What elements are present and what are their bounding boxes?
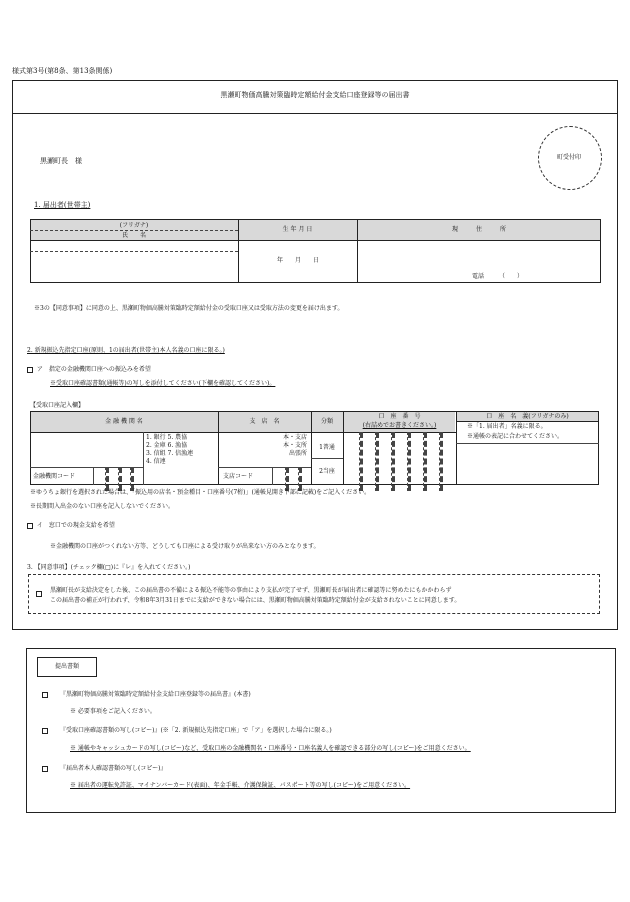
option-b[interactable] bbox=[27, 522, 115, 530]
birth-label: 生 年 月 日 bbox=[282, 226, 313, 233]
stamp-label: 町受付印 bbox=[556, 154, 581, 161]
dormant-note: ※長期間入出金のない口座を記入しないでください。 bbox=[30, 503, 175, 510]
doc1-note: ※ 必要事項をご記入ください。 bbox=[70, 708, 156, 715]
bank-code-cell4 bbox=[130, 467, 134, 491]
acct-cell4 bbox=[407, 432, 411, 491]
section2-heading: 2. 新規振込先指定口座(原則、1の届出者(世帯主)本人名義の口座に限る。) bbox=[27, 347, 225, 354]
consent-text-2: この届出書の補正が行われず、令和8年3月31日までに支給ができない場合には、黒瀬町物価高騰対策臨時定額給付金が支給されないことに同意します。 bbox=[50, 597, 461, 604]
doc2-checkbox[interactable] bbox=[42, 728, 48, 734]
doc1-title: 『黒瀬町物価高騰対策臨時定額給付金支給口座登録等の届出書』(本書) bbox=[60, 691, 251, 698]
bank-code-line bbox=[30, 467, 143, 468]
account-type-2: 2当座 bbox=[319, 468, 335, 475]
holder-header-line bbox=[456, 421, 599, 422]
bank-type-4: 4. 信連 bbox=[146, 458, 166, 465]
branch-type-3: 出張所 bbox=[288, 450, 307, 457]
documents-heading: 提出書類 bbox=[54, 663, 79, 670]
account-table-caption: 【受取口座記入欄】 bbox=[30, 402, 85, 409]
addressee: 黒瀬町長 様 bbox=[40, 157, 82, 165]
col-number-sub: (右詰めでお書きください。) bbox=[362, 422, 437, 429]
acct-cell1 bbox=[359, 432, 363, 491]
col-type: 分類 bbox=[320, 418, 333, 425]
doc1-checkbox[interactable] bbox=[42, 692, 48, 698]
col-holder: 口 座 名 義(フリガナのみ) bbox=[486, 413, 569, 420]
name-label: 氏 名 bbox=[121, 232, 146, 239]
form-number: 様式第3号(第8条、第13条関係) bbox=[12, 67, 113, 75]
col-branch: 支 店 名 bbox=[249, 418, 280, 425]
bank-code-cell3 bbox=[118, 467, 122, 491]
bank-code-cell2 bbox=[105, 467, 109, 491]
doc3-checkbox[interactable] bbox=[42, 766, 48, 772]
bank-code-cell5 bbox=[143, 467, 144, 485]
option-a-note: ※受取口座確認書類(通帳等)の写しを添付してください(下欄を確認してください)。 bbox=[50, 380, 276, 387]
type-divider bbox=[311, 458, 343, 459]
branch-code-cell2 bbox=[285, 467, 289, 491]
branch-type-2: 本・支所 bbox=[282, 442, 307, 449]
title-divider bbox=[12, 113, 618, 114]
col-bank: 金 融 機 関 名 bbox=[105, 418, 143, 425]
consent-text-1: 黒瀬町長が支給決定をした後、この届出書の不備による振込不能等の事由により支払が完了せず、黒瀬町長が届出者に確認等に努めたにもかかわらず bbox=[50, 587, 452, 594]
holder-note-line bbox=[456, 443, 599, 444]
option-a-checkbox[interactable] bbox=[27, 367, 33, 373]
phone-label: 電話 （ ） bbox=[472, 273, 524, 280]
address-label: 現 住 所 bbox=[451, 226, 506, 233]
branch-code-cell3 bbox=[298, 467, 302, 491]
section1-heading: 1. 届出者(世帯主) bbox=[34, 201, 91, 209]
applicant-header-line bbox=[30, 240, 601, 241]
bank-type-2: 2. 金庫 6. 漁協 bbox=[146, 442, 188, 449]
bank-code-label: 金融機関コード bbox=[33, 473, 76, 480]
form-title: 黒瀬町物価高騰対策臨時定額給付金支給口座登録等の届出書 bbox=[220, 91, 410, 99]
branch-type-1: 本・支店 bbox=[282, 434, 307, 441]
bank-code-cell1 bbox=[93, 467, 94, 485]
acct-cell6 bbox=[439, 432, 443, 491]
bank-type-1: 1. 銀行 5. 農協 bbox=[146, 434, 188, 441]
account-type-1: 1普通 bbox=[319, 444, 335, 451]
doc2-note: ※ 通帳やキャッシュカードの写し(コピー)など、受取口座の金融機関名・口座番号・口座名義人を確認できる部分の写し(コピー)をご用意ください。 bbox=[70, 745, 471, 752]
consent-checkbox[interactable] bbox=[36, 591, 42, 597]
furigana-label: (フリガナ) bbox=[119, 222, 149, 229]
holder-note2: ※通帳の表記に合わせてください。 bbox=[467, 433, 564, 440]
acct-cell5 bbox=[423, 432, 427, 491]
holder-note1: ※「1. 届出者」名義に限る。 bbox=[467, 423, 547, 430]
bank-type-3: 3. 信組 7. 信漁連 bbox=[146, 450, 194, 457]
option-b-label: イ 窓口での現金支給を希望 bbox=[36, 522, 115, 529]
option-a-label: ア 指定の金融機関口座への振込みを希望 bbox=[36, 366, 151, 373]
doc3-title: 『届出者本人確認書類の写し(コピー)』 bbox=[60, 765, 167, 772]
consent-note: ※3の【同意事項】に同意の上、黒瀬町物価高騰対策臨時定額給付金の受取口座又は受取方法の変更を届け出ます。 bbox=[34, 305, 344, 312]
yucho-note: ※ゆうちょ銀行を選択された場合は、「振込用の店名・預金種目・口座番号(7桁)」(通帳見開き下部に記載)をご記入ください。 bbox=[30, 489, 371, 496]
branch-code-label: 支店コード bbox=[223, 473, 254, 480]
option-b-note: ※金融機関の口座がつくれない方等、どうしても口座による受け取りが出来ない方のみとなります。 bbox=[50, 543, 320, 550]
branch-code-cell1 bbox=[272, 467, 273, 485]
doc2-title: 『受取口座確認書類の写し(コピー)』(※「2. 新規振込先指定口座」で「ア」を選択した場合に限る。) bbox=[60, 727, 332, 734]
furigana-value-line bbox=[30, 251, 238, 252]
acct-cell3 bbox=[391, 432, 395, 491]
doc3-note: ※ 届出者の運転免許証、マイナンバーカード(表面)、年金手帳、介護保険証、パスポート等の写し(コピー)をご用意ください。 bbox=[70, 782, 411, 789]
acct-cell2 bbox=[375, 432, 379, 491]
col-number: 口 座 番 号 bbox=[378, 413, 421, 420]
option-a[interactable] bbox=[27, 366, 151, 374]
bank-type-divider bbox=[143, 432, 144, 467]
furigana-line bbox=[30, 230, 238, 231]
birth-value: 年 月 日 bbox=[277, 257, 320, 264]
number-col-end bbox=[456, 411, 457, 485]
section3-heading: 3. 【同意事項】(チェック欄(□)に『レ』を入れてください。) bbox=[27, 564, 191, 571]
option-b-checkbox[interactable] bbox=[27, 523, 33, 529]
